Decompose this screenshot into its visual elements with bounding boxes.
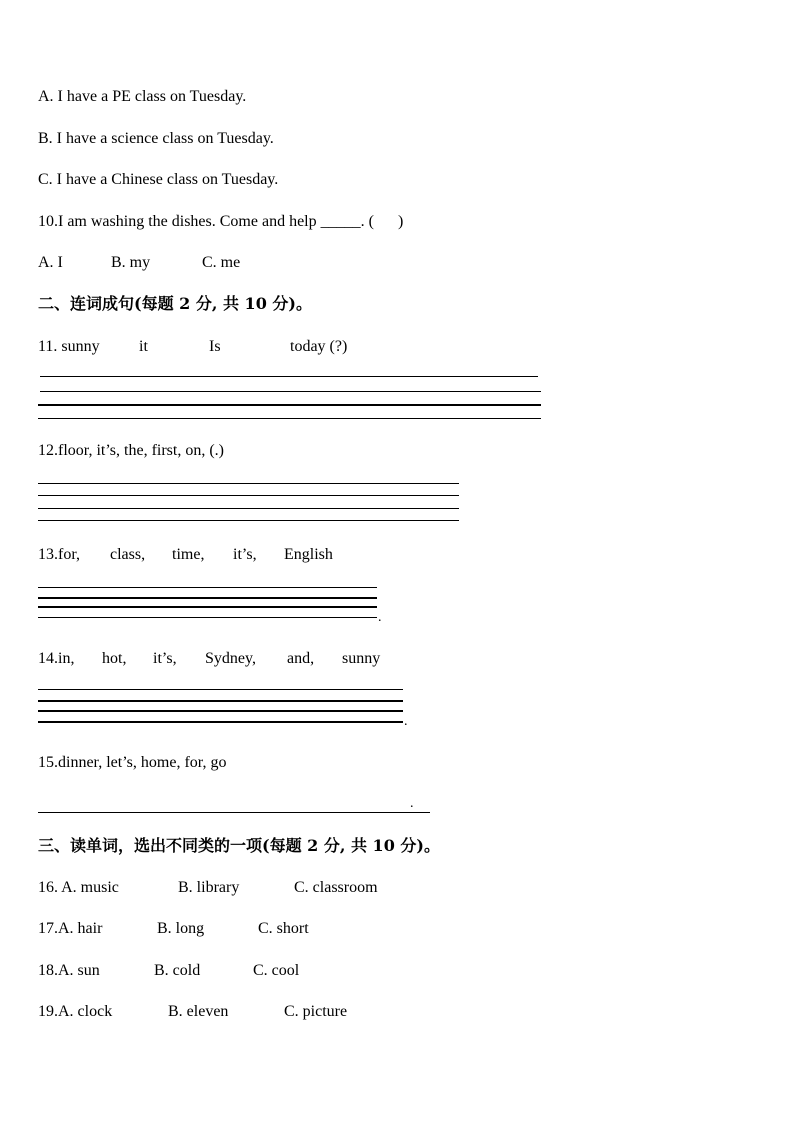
q14-word-3: it’s, [153,650,177,667]
q18-option-c: C. cool [253,962,300,979]
q12-answer-line-4 [38,520,459,521]
q18-option-b: B. cold [154,962,201,979]
q12-words: 12.floor, it’s, the, first, on, (.) [38,442,224,459]
q14-answer-line-2 [38,700,403,702]
q12-answer-line-2 [38,495,459,496]
q10-option-b: B. my [111,254,151,271]
q13-word-4: it’s, [233,546,257,563]
q10-stem: 10.I am washing the dishes. Come and help _____. ( ) [38,213,404,230]
q9-option-c: C. I have a Chinese class on Tuesday. [38,171,279,188]
section2-title: 二、连词成句(每题 2 分, 共 10 分)。 [38,294,312,313]
q14-word-2: hot, [102,650,127,667]
q15-period: . [410,796,414,811]
q16-option-c: C. classroom [294,879,378,896]
q11-word-4: today (?) [290,338,348,355]
q13-word-5: English [284,546,333,563]
q10-option-a: A. I [38,254,63,271]
q14-word-1: 14.in, [38,650,75,667]
q12-answer-line-3 [38,508,459,509]
q17-option-b: B. long [157,920,205,937]
q10-option-c: C. me [202,254,241,271]
q16-option-b: B. library [178,879,240,896]
q11-word-1: 11. sunny [38,338,100,355]
q11-word-3: Is [209,338,221,355]
q13-answer-line-4 [38,617,377,618]
q13-word-1: 13.for, [38,546,81,563]
q19-option-c: C. picture [284,1003,348,1020]
q13-period: . [378,610,382,625]
q14-answer-line-4 [38,721,403,723]
q13-answer-line-3 [38,606,377,608]
q15-answer-line [38,812,430,813]
q17-option-c: C. short [258,920,309,937]
q15-words: 15.dinner, let’s, home, for, go [38,754,227,771]
q13-word-2: class, [110,546,146,563]
q9-option-b: B. I have a science class on Tuesday. [38,130,274,147]
q14-word-5: and, [287,650,315,667]
q16-option-a: 16. A. music [38,879,119,896]
q14-word-6: sunny [342,650,381,667]
q11-answer-line-4 [38,418,541,419]
q17-option-a: 17.A. hair [38,920,103,937]
q13-answer-line-1 [38,587,377,588]
q12-answer-line-1 [38,483,459,484]
q19-option-b: B. eleven [168,1003,229,1020]
q14-answer-line-3 [38,710,403,712]
q14-period: . [404,714,408,729]
q13-word-3: time, [172,546,205,563]
section3-title: 三、读单词，选出不同类的一项(每题 2 分, 共 10 分)。 [38,836,440,855]
q19-option-a: 19.A. clock [38,1003,113,1020]
q14-word-4: Sydney, [205,650,256,667]
q9-option-a: A. I have a PE class on Tuesday. [38,88,247,105]
q14-answer-line-1 [38,689,403,690]
q11-answer-line-1 [40,376,538,377]
q11-answer-line-2 [40,391,541,392]
q11-answer-line-3 [38,404,541,406]
q13-answer-line-2 [38,597,377,599]
q18-option-a: 18.A. sun [38,962,100,979]
q11-word-2: it [139,338,148,355]
